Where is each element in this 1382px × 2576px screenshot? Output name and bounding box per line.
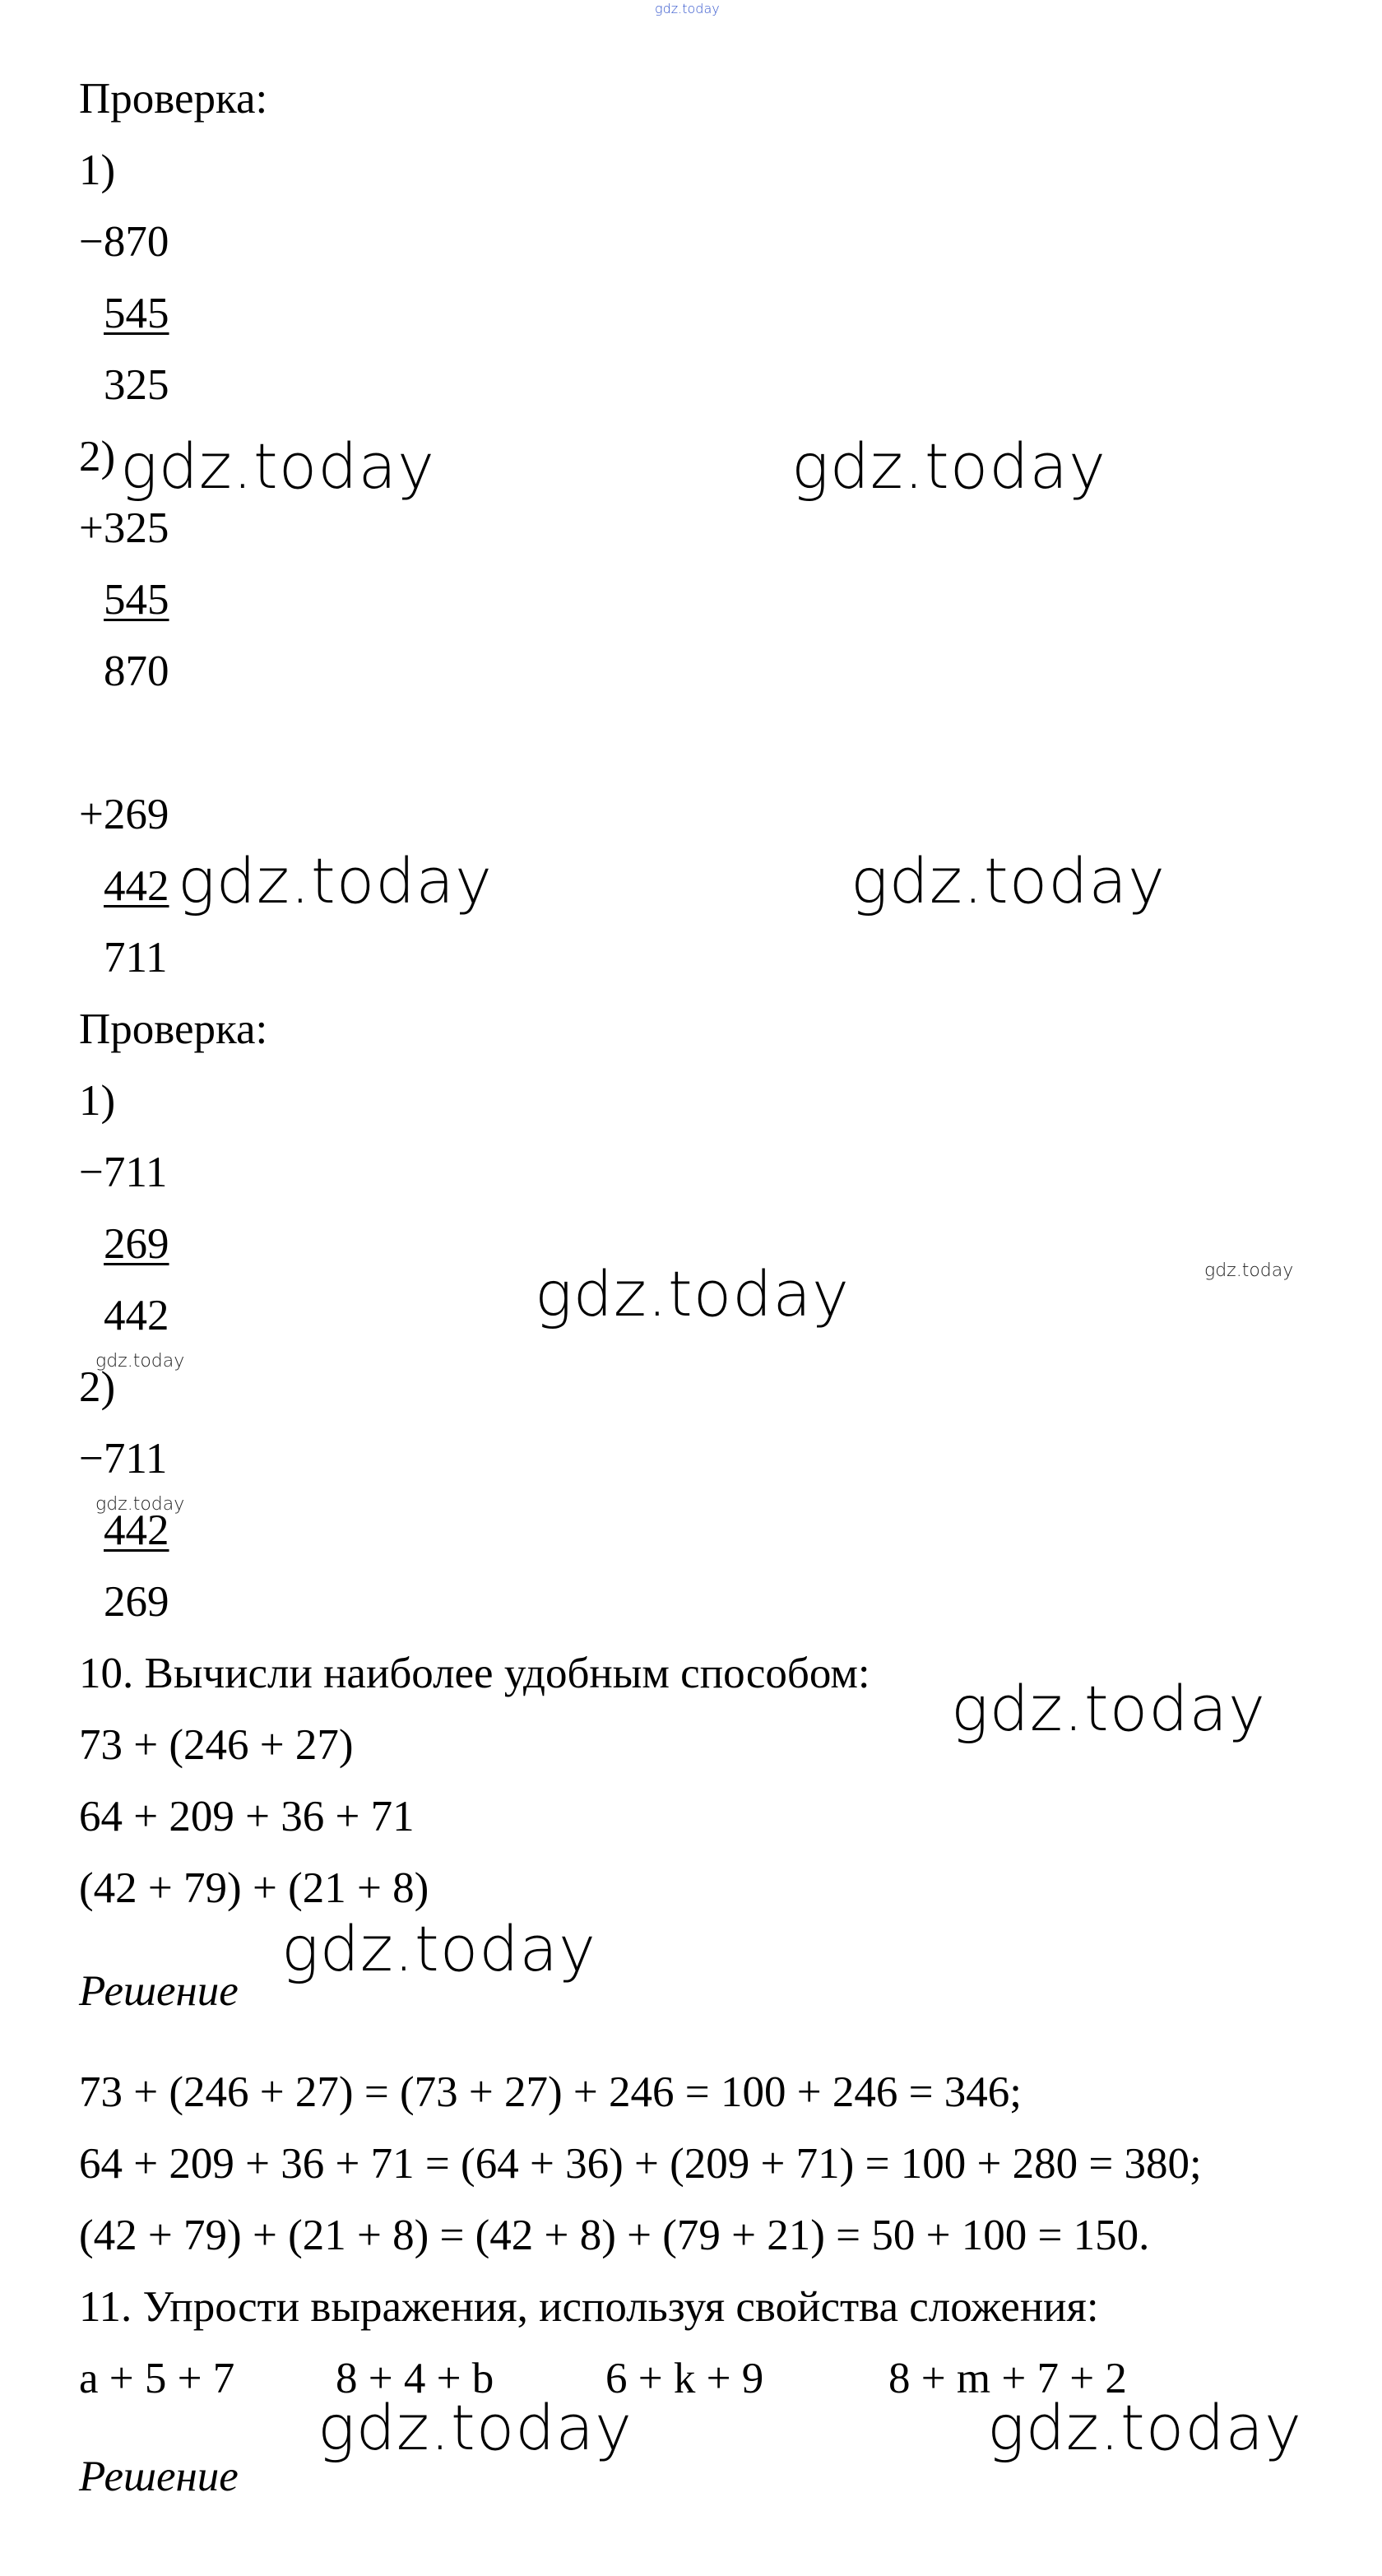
task10-solution-1: 73 + (246 + 27) = (73 + 27) + 246 = 100 + 246 = 346;	[79, 2068, 1022, 2116]
task10-solution-2: 64 + 209 + 36 + 71 = (64 + 36) + (209 + 71) = 100 + 280 = 380;	[79, 2140, 1202, 2188]
watermark-small-3: gdz.today	[95, 1494, 185, 1515]
task11-solution-label: Решение	[79, 2453, 239, 2500]
sum-addend: 442	[104, 862, 169, 910]
task11-title: 11. Упрости выражения, используя свойства сложения:	[79, 2283, 1099, 2331]
check2-step2-label: 2)	[79, 1363, 116, 1411]
watermark-6: gdz.today	[951, 1672, 1266, 1745]
task10-title: 10. Вычисли наиболее удобным способом:	[79, 1650, 870, 1697]
sum-result: 711	[104, 934, 168, 982]
check2-step2-subtrahend: 442	[104, 1506, 169, 1554]
watermark-top: gdz.today	[655, 1, 720, 16]
check1-step1-result: 325	[104, 361, 169, 409]
check1-step2-addend: 545	[104, 576, 169, 624]
watermark-2: gdz.today	[791, 429, 1106, 503]
check2-step2-result: 269	[104, 1578, 169, 1626]
check1-step2-operand: +325	[79, 504, 169, 552]
sum-operand: +269	[79, 791, 169, 838]
check1-step1-label: 1)	[79, 146, 116, 194]
check2-step1-result: 442	[104, 1292, 169, 1339]
check-heading-1: Проверка:	[79, 75, 268, 123]
check1-step1-operand: −870	[79, 218, 169, 266]
check1-step1-subtrahend: 545	[104, 290, 169, 337]
watermark-small-1: gdz.today	[1204, 1260, 1294, 1281]
watermark-small-2: gdz.today	[95, 1351, 185, 1372]
watermark-3: gdz.today	[178, 844, 493, 917]
task11-expression-1: a + 5 + 7	[79, 2355, 235, 2402]
watermark-1: gdz.today	[120, 429, 435, 503]
task11-expression-2: 8 + 4 + b	[336, 2355, 494, 2402]
check1-step2-result: 870	[104, 647, 169, 695]
check1-step2-label: 2)	[79, 433, 116, 480]
watermark-8: gdz.today	[318, 2391, 633, 2464]
watermark-5: gdz.today	[535, 1257, 850, 1330]
check2-step1-subtrahend: 269	[104, 1220, 169, 1268]
task11-expression-3: 6 + k + 9	[605, 2355, 764, 2402]
task10-item-2: 64 + 209 + 36 + 71	[79, 1793, 415, 1840]
watermark-4: gdz.today	[851, 844, 1166, 917]
watermark-9: gdz.today	[987, 2391, 1302, 2464]
watermark-7: gdz.today	[281, 1912, 596, 1985]
check2-step1-operand: −711	[79, 1149, 168, 1196]
task11-expression-4: 8 + m + 7 + 2	[888, 2355, 1127, 2402]
check2-step2-operand: −711	[79, 1435, 168, 1483]
task10-solution-3: (42 + 79) + (21 + 8) = (42 + 8) + (79 + 21) = 50 + 100 = 150.	[79, 2212, 1150, 2259]
check2-step1-label: 1)	[79, 1077, 116, 1125]
task10-item-3: (42 + 79) + (21 + 8)	[79, 1864, 429, 1912]
task10-item-1: 73 + (246 + 27)	[79, 1721, 354, 1769]
check-heading-2: Проверка:	[79, 1005, 268, 1053]
task10-solution-label: Решение	[79, 1967, 239, 2015]
